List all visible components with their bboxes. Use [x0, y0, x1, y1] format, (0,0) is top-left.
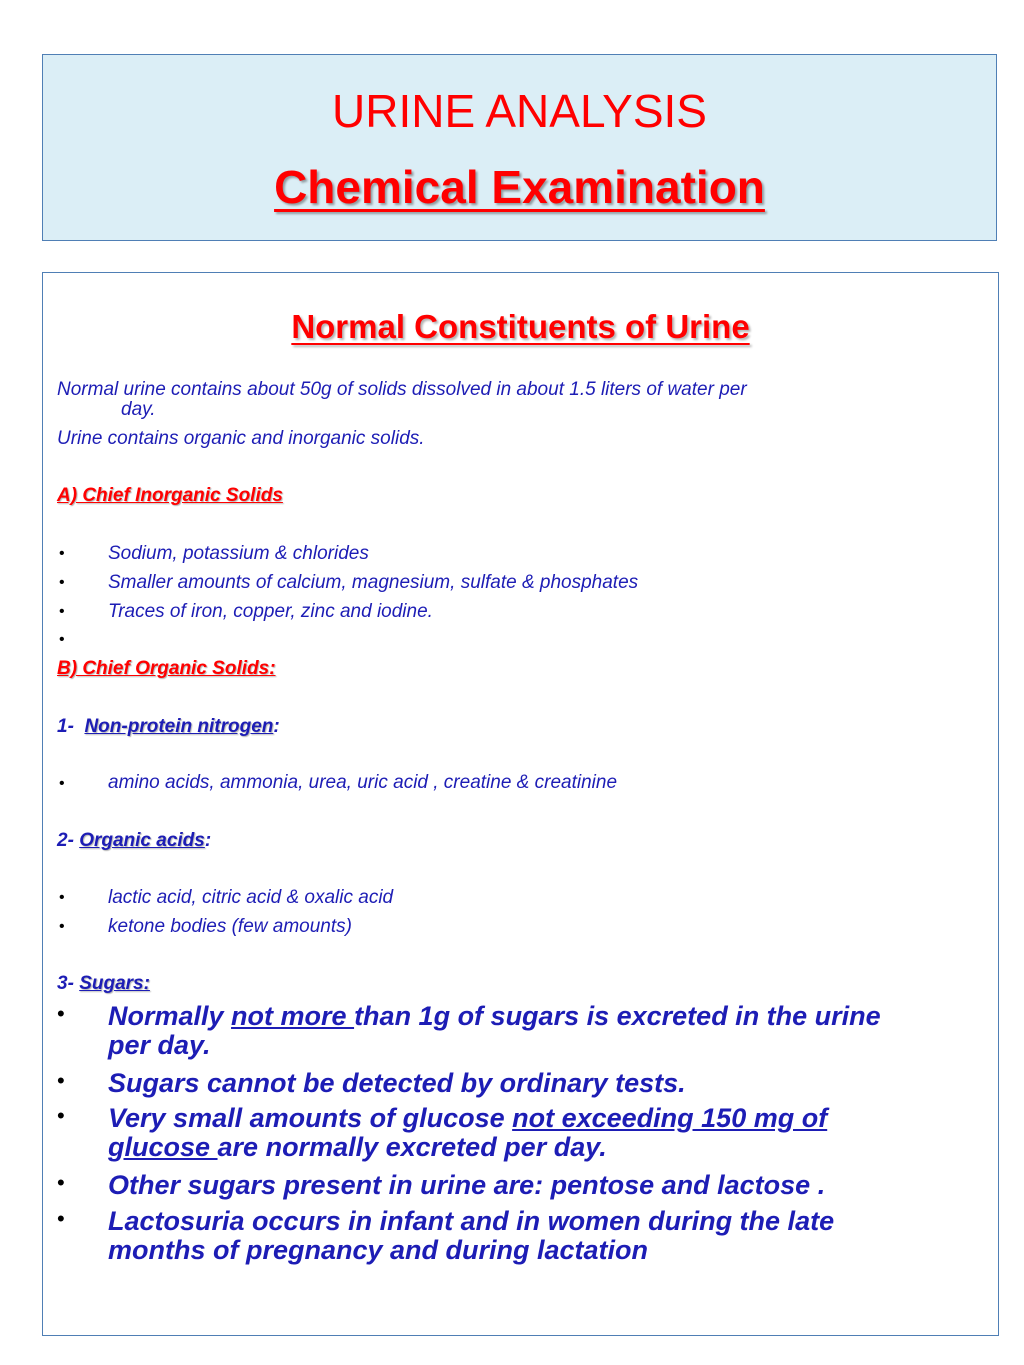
page-subtitle: Chemical Examination [274, 161, 765, 213]
subsection-3-label: Sugars: [79, 973, 150, 994]
page-title: URINE ANALYSIS [332, 85, 707, 137]
inorganic-item: Traces of iron, copper, zinc and iodine. [108, 601, 433, 622]
bullet-icon: • [57, 1170, 65, 1195]
empty-bullet-icon: • [59, 631, 65, 648]
sugar-item-5: Lactosuria occurs in infant and in women during the late [108, 1206, 835, 1236]
sugar-item-4: Other sugars present in urine are: pentose and lactose . [108, 1170, 826, 1200]
sugar-item-5-continued: months of pregnancy and during lactation [108, 1235, 649, 1265]
bullet-icon: • [57, 1001, 65, 1026]
sugar-item-3-text-end: are normally excreted per day. [217, 1132, 607, 1162]
section-a-heading: A) Chief Inorganic Solids [57, 485, 283, 506]
inorganic-item: Sodium, potassium & chlorides [108, 543, 369, 564]
bullet-icon: • [57, 1206, 65, 1231]
bullet-icon: • [59, 574, 65, 591]
bullet-icon: • [59, 545, 65, 562]
bullet-icon: • [57, 1068, 65, 1093]
title-box [42, 54, 997, 241]
bullet-icon: • [59, 775, 65, 792]
section-heading: Normal Constituents of Urine [291, 308, 750, 345]
intro-line-1: Normal urine contains about 50g of solids dissolved in about 1.5 liters of water per [57, 379, 747, 400]
sugar-item-3-underlined-end: glucose [108, 1132, 218, 1162]
sugar-item-3-underlined: not exceeding 150 mg of [512, 1103, 828, 1133]
bullet-icon: • [59, 603, 65, 620]
sugar-item-1 [108, 1002, 881, 1031]
acid-item: lactic acid, citric acid & oxalic acid [108, 887, 394, 908]
sugar-item-3-text: Very small amounts of glucose [108, 1103, 513, 1133]
intro-line-2: Urine contains organic and inorganic solids. [57, 428, 425, 449]
sugar-item-3-continued [108, 1133, 607, 1162]
subsection-2-prefix: 2- [57, 830, 80, 851]
sugar-item-1-text-end: than 1g of sugars is excreted in the urine [354, 1001, 881, 1031]
subsection-1-suffix: : [273, 716, 280, 737]
npn-item: amino acids, ammonia, urea, uric acid , creatine & creatinine [108, 772, 618, 793]
section-b-heading: B) Chief Organic Solids: [57, 658, 276, 679]
sugar-item-1-underlined: not more [231, 1001, 355, 1031]
sugar-item-1-text: Normally [108, 1001, 232, 1031]
intro-line-1-continued: day. [121, 399, 156, 420]
sugar-item-2: Sugars cannot be detected by ordinary tests. [108, 1068, 686, 1098]
subsection-1-heading [57, 716, 280, 738]
subsection-1-prefix: 1- [57, 716, 85, 737]
subsection-3-prefix: 3- [57, 973, 80, 994]
sugar-item-1-continued: per day. [108, 1030, 211, 1060]
subsection-3-heading [57, 973, 150, 995]
bullet-icon: • [59, 889, 65, 906]
sugar-item-3 [108, 1104, 827, 1133]
subsection-2-label: Organic acids [79, 830, 205, 851]
subsection-2-suffix: : [204, 830, 212, 851]
subsection-2-heading [57, 830, 211, 852]
content-box [42, 272, 999, 1336]
inorganic-item: Smaller amounts of calcium, magnesium, sulfate & phosphates [108, 572, 639, 593]
bullet-icon: • [57, 1103, 65, 1128]
subsection-1-label: Non-protein nitrogen [84, 716, 274, 737]
bullet-icon: • [59, 918, 65, 935]
acid-item: ketone bodies (few amounts) [108, 916, 352, 937]
